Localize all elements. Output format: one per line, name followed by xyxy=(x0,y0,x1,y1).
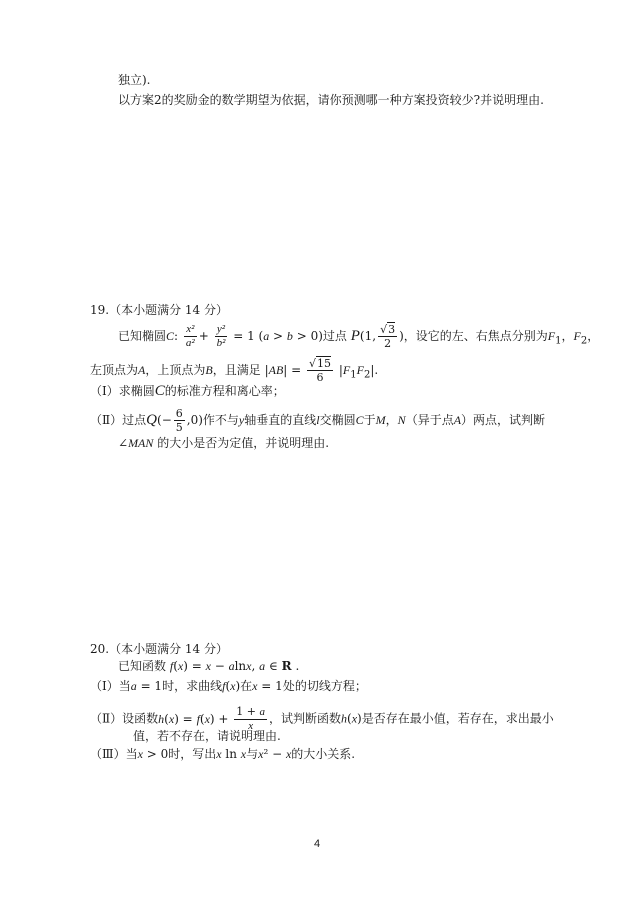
q19-intro-prefix: 已知椭圆 xyxy=(118,329,167,343)
point-x-equals-1: x = 1 xyxy=(252,679,283,693)
q19-part2-f: ， xyxy=(385,413,398,427)
vertex-A: A xyxy=(138,363,146,377)
ellipse-equation-rhs: = 1 (a > b > 0)过点 xyxy=(233,329,347,343)
q19-part2-c: 轴垂直的直线 xyxy=(244,413,317,427)
ellipse-C-part2: C xyxy=(355,413,364,427)
expr-xlnx: x ln x xyxy=(216,747,247,761)
continuation-line-1: 独立). xyxy=(118,73,151,87)
point-P: P xyxy=(350,328,360,344)
q20-part2-a: （Ⅱ）设函数 xyxy=(90,711,159,726)
q20-part1 xyxy=(90,678,367,694)
page-number: 4 xyxy=(314,838,321,850)
q19-part2-b: 作不与 xyxy=(202,413,239,427)
q19-part2-g: （异于点 xyxy=(405,413,454,427)
angle-MAN: ∠MAN xyxy=(118,436,154,450)
q19-line2 xyxy=(90,357,378,384)
function-h-definition: h(x) = f(x) + $\frac{1 + a}{x}$ xyxy=(158,705,266,732)
q19-part2-h: ）两点，试判断 xyxy=(461,413,546,427)
point-A-ref: A xyxy=(453,413,462,427)
q19-heading: 19.（本小题满分 14 分） xyxy=(90,303,228,317)
q20-intro xyxy=(118,658,299,674)
point-N: N xyxy=(397,413,406,427)
frac-x2-a2: $\frac{\text{x²}}{\text{a²}}$ xyxy=(185,323,195,349)
q19-intro: 已知椭圆C: $\frac{\text{x²}}{\text{a²}}$ + $\frac{\text{y²}}{\text{b²}}$ = 1 (a > b > 0)过点 P(1, $\frac{√3}{2}$ )，设它的左、右焦点分别为$F_1$，$F_2$， xyxy=(118,323,600,350)
q20-part1-d: 处的切线方程； xyxy=(282,679,367,693)
q19-line2-mid: ，上顶点为 xyxy=(145,363,206,377)
focus-F1: F xyxy=(547,329,556,343)
q20-part2-c: 是否存在最小值，若存在，求出最小 xyxy=(361,711,554,726)
ab-condition: |AB| = $\frac{√15}{6}$ $|F_1F_2|$. xyxy=(264,357,379,384)
q20-part1-b: 时，求曲线 xyxy=(162,679,223,693)
frac-y2-b2: $\frac{\text{y²}}{\text{b²}}$ xyxy=(216,323,226,349)
q20-part3-c: 与 xyxy=(246,747,259,761)
q20-part3-b: 时，写出 xyxy=(168,747,217,761)
q19-part2-line2 xyxy=(118,435,329,451)
function-h: h(x) xyxy=(341,711,362,726)
y-axis-symbol: y xyxy=(238,413,245,427)
q20-intro-label: 已知函数 xyxy=(118,659,167,673)
q19-part1-tail: 的标准方程和离心率； xyxy=(164,384,285,398)
function-f-definition: f(x) = x − alnx, a ∈ R . xyxy=(169,659,300,673)
q19-part2-e: 于 xyxy=(363,413,376,427)
q20-part3 xyxy=(90,746,355,762)
vertex-B: B xyxy=(205,363,213,377)
condition-x-positive: x > 0 xyxy=(137,747,169,761)
q20-part3-a: （Ⅲ）当 xyxy=(90,747,138,761)
q19-part2 xyxy=(90,407,545,434)
expr-x2-minus-x: x² − x xyxy=(258,747,292,761)
point-P-coords: (1, $\frac{√3}{2}$ ) xyxy=(359,323,404,350)
q20-heading: 20.（本小题满分 14 分） xyxy=(90,642,228,656)
point-Q-coords: (− $\frac{6}{5}$ ,0) xyxy=(157,407,203,434)
continuation-line-2: 以方案2的奖励金的数学期望为依据，请你预测哪一种方案投资较少?并说明理由. xyxy=(118,93,544,107)
line-l: l xyxy=(316,413,320,427)
ellipse-C-part1: C xyxy=(154,383,165,399)
q19-part2-line2-text: 的大小是否为定值，并说明理由. xyxy=(157,436,330,450)
curve-f: f(x) xyxy=(222,679,241,693)
ellipse-C: C xyxy=(166,329,175,343)
q19-line2-prefix: 左顶点为 xyxy=(90,363,139,377)
focus-F2: F xyxy=(573,329,581,343)
q19-part2-d: 交椭圆 xyxy=(319,413,356,427)
q19-part2-a: （Ⅱ）过点 xyxy=(90,413,147,427)
q20-part2-line2: 值，若不存在，请说明理由. xyxy=(133,729,281,743)
q19-after-point: ，设它的左、右焦点分别为 xyxy=(403,329,548,343)
point-Q: Q xyxy=(146,412,158,428)
q20-part1-c: 在 xyxy=(240,679,253,693)
q20-part3-d: 的大小关系. xyxy=(291,747,356,761)
q20-part1-a: （Ⅰ）当 xyxy=(90,679,131,693)
point-M: M xyxy=(375,413,386,427)
q19-part1 xyxy=(90,383,285,399)
q19-part1-label: （Ⅰ）求椭圆 xyxy=(90,384,155,398)
condition-a-equals-1: a = 1 xyxy=(130,679,163,693)
q19-line2-tail: ，且满足 xyxy=(212,363,261,377)
q20-part2-b: ，试判断函数 xyxy=(269,711,342,726)
